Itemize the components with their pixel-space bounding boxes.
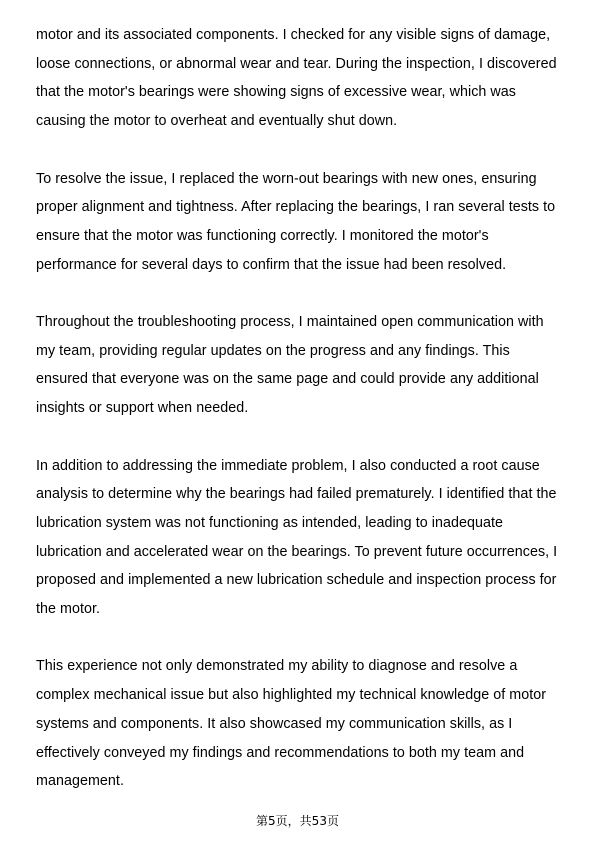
- paragraph: [36, 165, 566, 280]
- text-line: This experience not only demonstrated my ability to diagnose and resolve a: [36, 658, 518, 675]
- text-line: lubrication and accelerated wear on the bearings. To prevent future occurrences, I: [36, 543, 558, 560]
- text-line: complex mechanical issue but also highlighted my technical knowledge of motor: [36, 687, 547, 704]
- text-line: systems and components. It also showcased my communication skills, as I: [36, 715, 513, 732]
- document-body: [36, 21, 566, 825]
- page-number: 第5页，共53页: [256, 814, 339, 828]
- text-line: analysis to determine why the bearings had failed prematurely. I identified that the: [36, 486, 557, 503]
- text-line: proper alignment and tightness. After replacing the bearings, I ran several tests to: [36, 199, 556, 216]
- paragraph: [36, 308, 566, 423]
- text-line: that the motor's bearings were showing signs of excessive wear, which was: [36, 84, 516, 101]
- text-line: motor and its associated components. I checked for any visible signs of damage,: [36, 27, 551, 43]
- paragraph: [36, 652, 566, 796]
- text-line: In addition to addressing the immediate problem, I also conducted a root cause: [36, 457, 540, 474]
- text-line: Throughout the troubleshooting process, I maintained open communication with: [36, 314, 544, 330]
- text-line: management.: [36, 773, 124, 790]
- paragraph: [36, 452, 566, 624]
- text-line: effectively conveyed my findings and recommendations to both my team and: [36, 744, 525, 761]
- text-line: performance for several days to confirm that the issue had been resolved.: [36, 256, 507, 273]
- text-line: lubrication system was not functioning as intended, leading to inadequate: [36, 514, 504, 531]
- paragraph: [36, 21, 566, 136]
- text-line: ensured that everyone was on the same page and could provide any additional: [36, 371, 539, 388]
- text-line: proposed and implemented a new lubrication schedule and inspection process for: [36, 572, 557, 589]
- text-line: To resolve the issue, I replaced the worn-out bearings with new ones, ensuring: [36, 170, 537, 187]
- text-line: the motor.: [36, 601, 101, 618]
- text-line: loose connections, or abnormal wear and tear. During the inspection, I discovered: [36, 55, 557, 72]
- text-line: my team, providing regular updates on the progress and any findings. This: [36, 342, 510, 359]
- text-line: ensure that the motor was functioning correctly. I monitored the motor's: [36, 227, 489, 244]
- text-line: causing the motor to overheat and eventually shut down.: [36, 113, 398, 130]
- text-line: insights or support when needed.: [36, 400, 249, 417]
